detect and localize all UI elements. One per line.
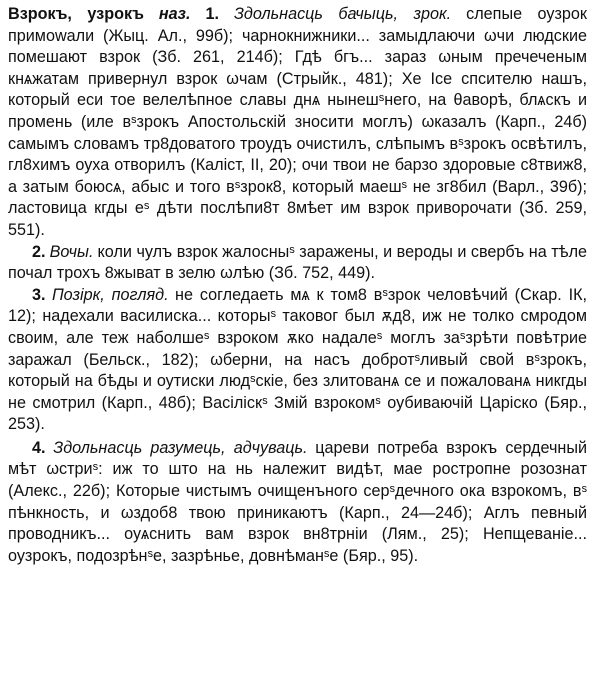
sense-number: 3. <box>32 285 46 304</box>
sense-text: не согледаеть мѧ к том8 вˢзрок человѣчий (Скар. ІК, 12); надехали василиска... которыˢ таковог был ѫд8, иж не толко смродом своим, але теж наболшеˢ взроком ѫко надалеˢ моглъ заˢзрѣти повѣтрие заражал (Бельск., 182); ωберни, на насъ добротˢливый свой вˢзрокъ, который на бѣды и оутиски людˢскіе, без злитованѧ се и пожалованѧ никгды не смотрил (Карп., 48б); Васіліскˢ Змій взрокомˢ оубиваючій Царіско (Бяр., 253). <box>8 285 588 434</box>
sense-gloss: Здольнасць бачыць, зрок. <box>234 5 452 23</box>
sense-text: коли чулъ взрок жалосныˢ заражены, и вероды и свербъ на тѣле почал трохъ 8жыват в зелю ωлѣю (Зб. 752, 449). <box>8 242 588 283</box>
sense-number: 1. <box>205 5 219 23</box>
sense-gloss: Здольнасць разумець, адчуваць. <box>53 438 308 457</box>
headword: Взрокъ, узрокъ <box>8 5 144 23</box>
sense-gloss: Вочы. <box>49 242 94 261</box>
sense-text: цареви потреба взрокъ сердечный мѣт ωстриˢ: иж то што на нь належит видѣт, мае рострoпне розознат (Алекс., 22б); Которые чистымъ очищенъного серˢдечного ока взрокомъ, вˢ пѣнкность, и ωздоб8 твою приникаютъ (Карп., 24—24б); Аглъ певный проводникъ... оуѧснить вам взрок вн8трніи (Лям., 25); Непщеваніе... оузрокъ, подозрѣнˢе, зазрѣнье, довнѣманˢе (Бяр., 95). <box>8 438 588 565</box>
sense-gloss: Позірк, погляд. <box>51 285 169 304</box>
part-of-speech: наз. <box>158 5 191 23</box>
entry-sense-2 <box>8 242 587 285</box>
entry-sense-4 <box>8 438 587 568</box>
sense-text: слепые оузрок примowали (Жыц. Ал., 99б); чарнокнижники... замыдлaючи ωчи людские помешают взрок (Зб. 261, 214б); Гдѣ бгъ... зараз ωным пречеченым кнѧжатам привернул взрок ωчам (Стрыйк., 481); Хе Ісе спсителю нашъ, который еси тое велелѣпное славы днѧ нынешˢнего, на θаворѣ, блѧскъ и промень (иле вˢзрокъ Апостольскій зносити моглъ) ωказалъ (Карп., 24б) самымъ словамъ тр8доватого троудъ очистилъ, слѣпымъ вˢзрокъ освѣтилъ, гл8химъ оуха отворилъ (Каліст, II, 20); очи твои не барзо здоровые с8твиж8, а затым боюсѧ, абыс и того вˢзрок8, который маешˢ не зг8бил (Варл., 39б); ластовица кгды еˢ дѣти послѣпи8т 8мѣет им взрок приворочати (Зб. 259, 551). <box>8 5 587 239</box>
entry-sense-1 <box>8 4 587 242</box>
sense-number: 2. <box>32 242 46 261</box>
entry-sense-3 <box>8 285 587 436</box>
sense-number: 4. <box>32 438 46 457</box>
